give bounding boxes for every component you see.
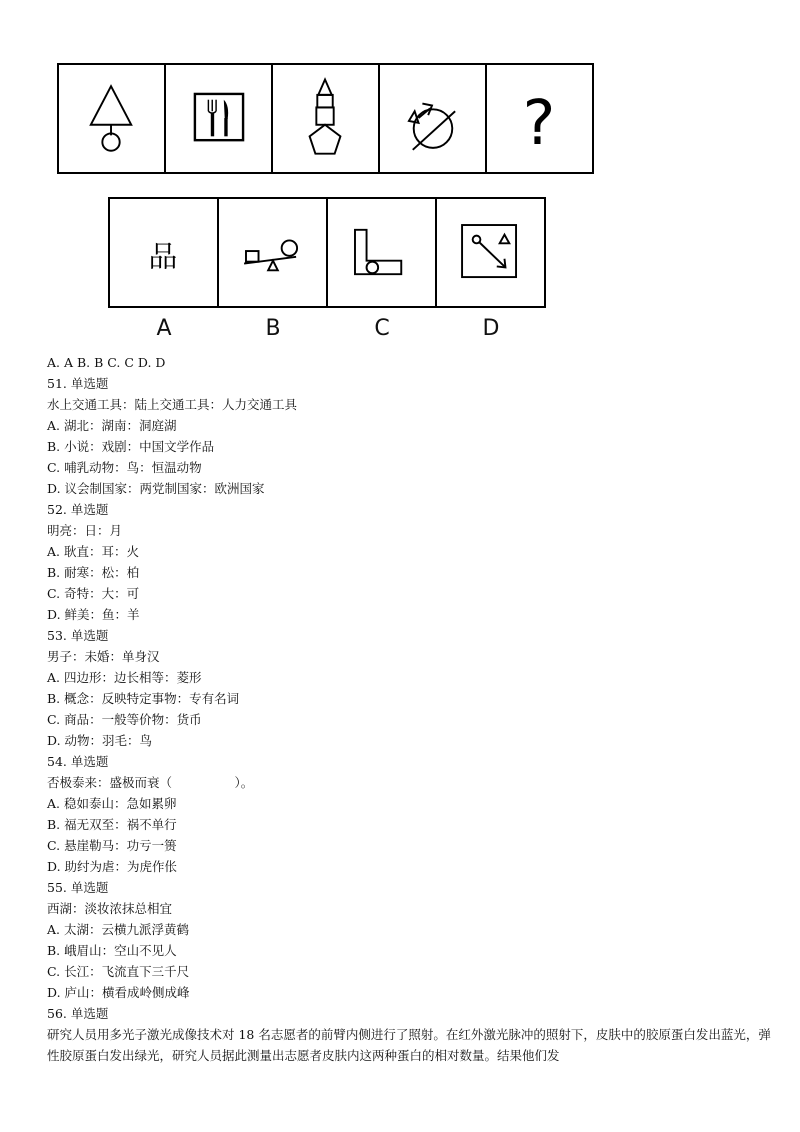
circle-arrow-shapes-icon: [380, 65, 485, 172]
option-letter-d: D: [482, 316, 500, 341]
question-mark-icon: [487, 65, 592, 172]
figure-3-tower: [271, 63, 380, 174]
question-stem: 西湖：淡妆浓抹总相宜: [47, 901, 173, 916]
option-line: A. 太湖：云横九派浮黄鹤: [47, 922, 189, 937]
option-line: C. 长江：飞流直下三千尺: [47, 964, 190, 979]
option-letter-c: C: [374, 316, 390, 341]
option-line: B. 耐寒：松：柏: [47, 565, 140, 580]
pin-character-icon: [110, 199, 217, 306]
option-b-figure: [217, 197, 328, 308]
question-stem: 明亮：日：月: [47, 523, 123, 538]
figure-4-circle-arrow: [378, 63, 487, 174]
option-letters: [108, 314, 546, 346]
option-line: D. 动物：羽毛：鸟: [47, 733, 153, 748]
question-number: 53. 单选题: [47, 628, 109, 643]
option-c-figure: [326, 197, 437, 308]
seesaw-shapes-icon: [219, 199, 326, 306]
fork-knife-icon: [166, 65, 271, 172]
option-a-glyph: 品: [148, 239, 178, 274]
option-a-figure: [108, 197, 219, 308]
option-line: B. 小说：戏剧：中国文学作品: [47, 439, 215, 454]
option-line: D. 庐山：横看成岭侧成峰: [47, 985, 190, 1000]
option-line: C. 商品：一般等价物：货币: [47, 712, 202, 727]
answer-options-line: A. A B. B C. C D. D: [47, 355, 166, 370]
option-line: D. 议会制国家：两党制国家：欧洲国家: [47, 481, 265, 496]
question-paragraph: 研究人员用多光子激光成像技术对 18 名志愿者的前臂内侧进行了照射。在红外激光脉冲的照射下，皮肤中的胶原蛋白发出蓝光，弹性胶原蛋白发出绿光，研究人员据此测量出志愿者皮肤内这两种蛋白的相对数量。结果他们发: [47, 1027, 771, 1063]
question-stem: 男子：未婚：单身汉: [47, 649, 160, 664]
figure-2-fork-knife: [164, 63, 273, 174]
option-line: D. 鲜美：鱼：羊: [47, 607, 140, 622]
option-line: C. 悬崖勒马：功亏一篑: [47, 838, 177, 853]
option-letter-b: B: [265, 316, 281, 341]
option-line: D. 助纣为虐：为虎作伥: [47, 859, 178, 874]
option-d-figure: [435, 197, 546, 308]
option-line: B. 概念：反映特定事物：专有名词: [47, 691, 240, 706]
question-mark-glyph: ?: [522, 87, 556, 160]
option-line: B. 峨眉山：空山不见人: [47, 943, 177, 958]
figure-1-triangle-circle: [57, 63, 166, 174]
option-line: A. 稳如泰山：急如累卵: [47, 796, 177, 811]
question-stem: 水上交通工具：陆上交通工具：人力交通工具: [47, 397, 298, 412]
option-figure-row: [108, 197, 546, 308]
question-number: 54. 单选题: [47, 754, 109, 769]
option-line: C. 奇特：大：可: [47, 586, 140, 601]
tower-shapes-icon: [273, 65, 378, 172]
option-line: B. 福无双至：祸不单行: [47, 817, 177, 832]
question-number: 52. 单选题: [47, 502, 109, 517]
option-line: C. 哺乳动物：鸟：恒温动物: [47, 460, 202, 475]
question-text-body: [47, 352, 777, 1066]
question-number: 56. 单选题: [47, 1006, 109, 1021]
question-stem: 否极泰来：盛极而衰（ ）。: [47, 775, 254, 790]
question-figure-row: [57, 63, 594, 174]
option-letter-a: A: [156, 316, 172, 341]
square-arrow-shapes-icon: [437, 199, 544, 306]
option-line: A. 湖北：湖南：洞庭湖: [47, 418, 177, 433]
option-line: A. 四边形：边长相等：菱形: [47, 670, 202, 685]
question-number: 51. 单选题: [47, 376, 109, 391]
option-line: A. 耿直：耳：火: [47, 544, 139, 559]
figure-5-question-mark: [485, 63, 594, 174]
l-shape-circle-icon: [328, 199, 435, 306]
triangle-with-circle-icon: [59, 65, 164, 172]
question-number: 55. 单选题: [47, 880, 109, 895]
